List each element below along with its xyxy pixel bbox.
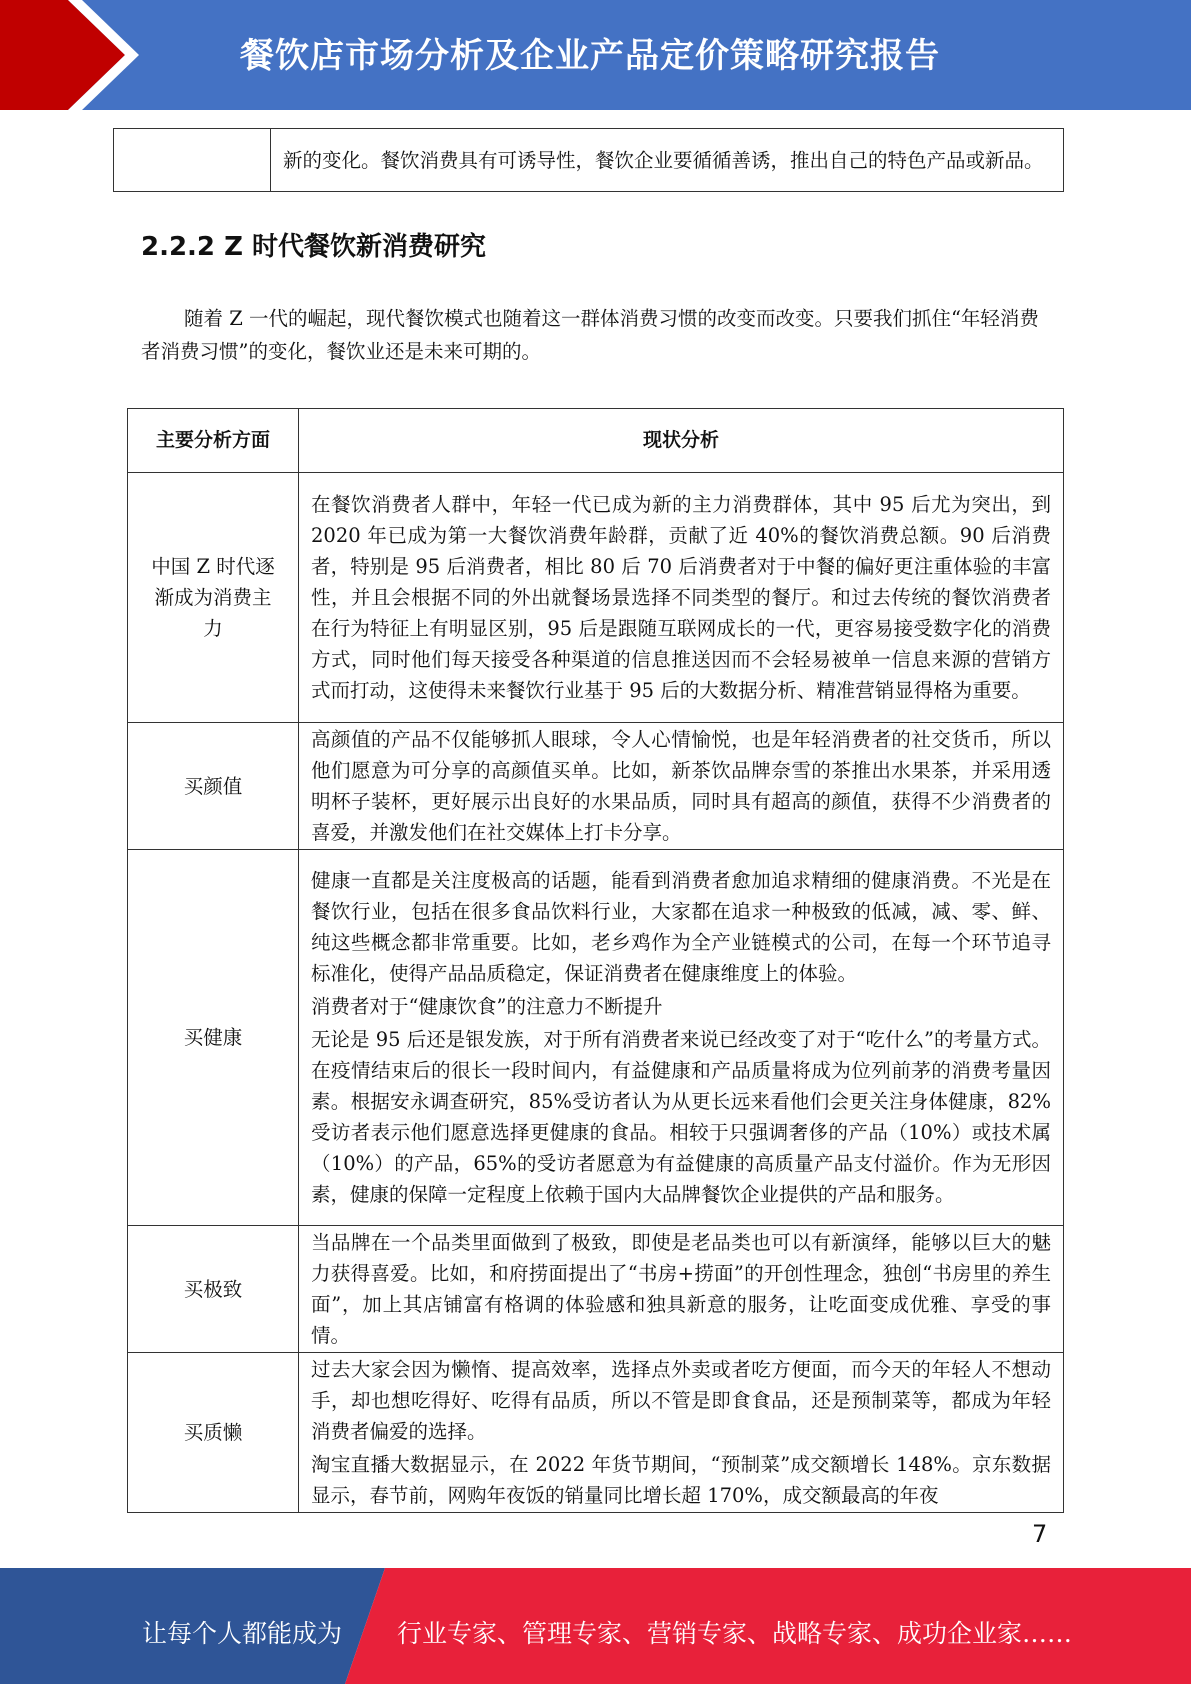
row-analysis bbox=[299, 1226, 1064, 1353]
analysis-paragraph: 淘宝直播大数据显示，在 2022 年货节期间，“预制菜”成交额增长 148%。京东数据显示，春节前，网购年夜饭的销量同比增长超 170%，成交额最高的年夜 bbox=[311, 1453, 1051, 1507]
analysis-paragraph: 当品牌在一个品类里面做到了极致，即使是老品类也可以有新演绎，能够以巨大的魅力获得喜爱。比如，和府捞面提出了“书房+捞面”的开创性理念，独创“书房里的养生面”，加上其店铺富有格调的体验感和独具新意的服务，让吃面变成优雅、享受的事情。 bbox=[311, 1231, 1051, 1347]
table-row bbox=[128, 723, 1064, 850]
row-category: 买质懒 bbox=[128, 1353, 299, 1513]
page-footer bbox=[0, 1568, 1191, 1684]
row-analysis bbox=[299, 473, 1064, 723]
analysis-paragraph: 过去大家会因为懒惰、提高效率，选择点外卖或者吃方便面，而今天的年轻人不想动手，却也想吃得好、吃得有品质，所以不管是即食食品，还是预制菜等，都成为年轻消费者偏爱的选择。 bbox=[311, 1358, 1051, 1443]
row-category bbox=[128, 473, 299, 723]
footer-slogan-left: 让每个人都能成为 bbox=[142, 1619, 343, 1648]
table-header-row bbox=[128, 409, 1064, 473]
table-row bbox=[128, 1226, 1064, 1353]
table-row bbox=[128, 1353, 1064, 1513]
continued-table bbox=[113, 128, 1064, 192]
row-analysis bbox=[299, 723, 1064, 850]
page-number: 7 bbox=[1032, 1520, 1048, 1548]
cell-text: 新的变化。餐饮消费具有可诱导性，餐饮企业要循循善诱，推出自己的特色产品或新品。 bbox=[283, 148, 1044, 172]
page-header bbox=[0, 0, 1191, 110]
header-chevron-icon bbox=[0, 0, 150, 110]
table-cell bbox=[271, 129, 1064, 192]
table-row bbox=[128, 850, 1064, 1226]
analysis-table bbox=[127, 408, 1064, 1513]
row-analysis bbox=[299, 850, 1064, 1226]
footer-slogan-right: 行业专家、管理专家、营销专家、战略专家、成功企业家…… bbox=[397, 1619, 1073, 1648]
row-category: 买健康 bbox=[128, 850, 299, 1226]
table-row bbox=[128, 473, 1064, 723]
table-cell-empty bbox=[114, 129, 271, 192]
intro-paragraph: 随着 Z 一代的崛起，现代餐饮模式也随着这一群体消费习惯的改变而改变。只要我们抓住“年轻消费者消费习惯”的变化，餐饮业还是未来可期的。 bbox=[141, 307, 1039, 363]
section-heading: 2.2.2 Z 时代餐饮新消费研究 bbox=[141, 232, 486, 262]
header-title: 餐饮店市场分析及企业产品定价策略研究报告 bbox=[240, 36, 940, 76]
analysis-paragraph: 高颜值的产品不仅能够抓人眼球，令人心情愉悦，也是年轻消费者的社交货币，所以他们愿意为可分享的高颜值买单。比如，新茶饮品牌奈雪的茶推出水果茶，并采用透明杯子装杯，更好展示出良好的水果品质，同时具有超高的颜值，获得不少消费者的喜爱，并激发他们在社交媒体上打卡分享。 bbox=[311, 728, 1051, 844]
analysis-paragraph: 健康一直都是关注度极高的话题，能看到消费者愈加追求精细的健康消费。不光是在餐饮行业，包括在很多食品饮料行业，大家都在追求一种极致的低减，减、零、鲜、纯这些概念都非常重要。比如，老乡鸡作为全产业链模式的公司，在每一个环节追寻标准化，使得产品品质稳定，保证消费者在健康维度上的体验。 bbox=[311, 869, 1051, 985]
column-header-analysis: 现状分析 bbox=[299, 409, 1064, 473]
column-header-aspect: 主要分析方面 bbox=[128, 409, 299, 473]
analysis-paragraph: 在餐饮消费者人群中，年轻一代已成为新的主力消费群体，其中 95 后尤为突出，到 2020 年已成为第一大餐饮消费年龄群，贡献了近 40%的餐饮消费总额。90 后消费者，特别是 95 后消费者，相比 80 后 70 后消费者对于中餐的偏好更注重体验的丰富性，并且会根据不同的外出就餐场景选择不同类型的餐厅。和过去传统的餐饮消费者在行为特征上有明显区别，95 后是跟随互联网成长的一代，更容易接受数字化的消费方式，同时他们每天接受各种渠道的信息推送因而不会轻易被单一信息来源的营销方式而打动，这使得未来餐饮行业基于 95 后的大数据分析、精准营销显得格为重要。 bbox=[311, 493, 1051, 702]
analysis-paragraph: 消费者对于“健康饮食”的注意力不断提升 bbox=[311, 995, 663, 1018]
table-row bbox=[114, 129, 1064, 192]
analysis-paragraph: 无论是 95 后还是银发族，对于所有消费者来说已经改变了对于“吃什么”的考量方式。在疫情结束后的很长一段时间内，有益健康和产品质量将成为位列前茅的消费考量因素。根据安永调查研究，85%受访者认为从更长远来看他们会更关注身体健康，82%受访者表示他们愿意选择更健康的食品。相较于只强调奢侈的产品（10%）或技术属（10%）的产品，65%的受访者愿意为有益健康的高质量产品支付溢价。作为无形因素，健康的保障一定程度上依赖于国内大品牌餐饮企业提供的产品和服务。 bbox=[311, 1028, 1051, 1206]
category-label: 中国 Z 时代逐渐成为消费主力 bbox=[151, 555, 275, 640]
row-category: 买颜值 bbox=[128, 723, 299, 850]
row-analysis bbox=[299, 1353, 1064, 1513]
row-category: 买极致 bbox=[128, 1226, 299, 1353]
